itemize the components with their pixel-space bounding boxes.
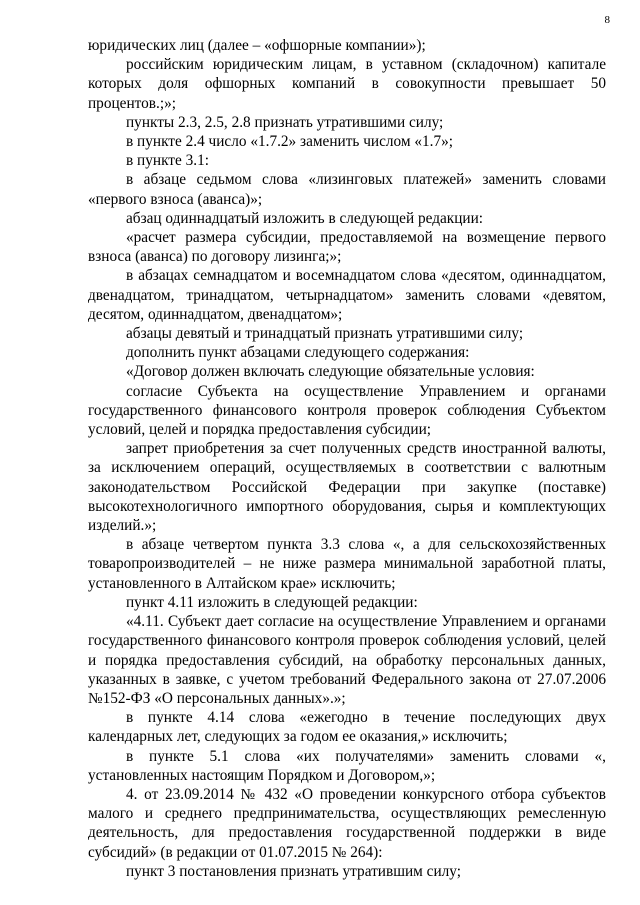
paragraph: «Договор должен включать следующие обязательные условия: xyxy=(126,363,535,381)
paragraph: запрет приобретения за счет полученных средств иностранной валюты, за исключением операций, осуществляемых в соответствии с валютным законодательством Российской Федерации при закупке (поставке) высокотехнологичного импортного оборудования, сырья и комплектующих изделий.»; xyxy=(88,440,606,535)
paragraph: пункт 4.11 изложить в следующей редакции: xyxy=(126,593,418,611)
paragraph: абзац одиннадцатый изложить в следующей редакции: xyxy=(126,209,484,227)
paragraph: «расчет размера субсидии, предоставляемой на возмещение первого взноса (аванса) по договору лизинга;»; xyxy=(88,229,606,266)
paragraph: в пункте 4.14 слова «ежегодно в течение последующих двух календарных лет, следующих за годом ее оказания,» исключить; xyxy=(88,709,606,746)
page-number: 8 xyxy=(604,14,610,26)
paragraph: в пункте 3.1: xyxy=(126,152,209,170)
document-body xyxy=(88,36,606,881)
paragraph: согласие Субъекта на осуществление Управлением и органами государственного финансового контроля проверок соблюдения Субъектом условий, целей и порядка предоставления субсидии; xyxy=(88,382,606,439)
paragraph: в пункте 5.1 слова «их получателями» заменить словами «, установленных настоящим Порядком и Договором,»; xyxy=(88,747,606,784)
paragraph: «4.11. Субъект дает согласие на осуществление Управлением и органами государственного финансового контроля проверок соблюдения условий, целей и порядка предоставления субсидий, на обработку персональных данных, указанных в заявке, с учетом требований Федерального закона от 27.07.2006 №152-ФЗ «О персональных данных».»; xyxy=(88,613,606,707)
paragraph: 4. от 23.09.2014 № 432 «О проведении конкурсного отбора субъектов малого и среднего предпринимательства, осуществляющих ремесленную деятельность, для предоставления государственной поддержки в виде субсидий» (в редакции от 01.07.2015 № 264): xyxy=(88,785,606,861)
paragraph: в пункте 2.4 число «1.7.2» заменить числом «1.7»; xyxy=(126,133,454,151)
paragraph: юридических лиц (далее – «офшорные компании»); xyxy=(88,37,426,54)
paragraph: пункты 2.3, 2.5, 2.8 признать утратившими силу; xyxy=(126,113,444,131)
paragraph: в абзаце четвертом пункта 3.3 слова «, а для сельскохозяйственных товаропроизводителей – не ниже размера минимальной заработной платы, установленного в Алтайском крае» исключить; xyxy=(88,536,606,592)
paragraph: в абзацах семнадцатом и восемнадцатом слова «десятом, одиннадцатом, двенадцатом, тринадцатом, четырнадцатом» заменить словами «девятом, десятом, одиннадцатом, двенадцатом»; xyxy=(88,267,606,323)
paragraph: российским юридическим лицам, в уставном (складочном) капитале которых доля офшорных компаний в совокупности превышает 50 процентов.;»; xyxy=(88,56,606,112)
paragraph: дополнить пункт абзацами следующего содержания: xyxy=(126,344,470,362)
paragraph: в абзаце седьмом слова «лизинговых платежей» заменить словами «первого взноса (аванса)»; xyxy=(88,171,606,208)
paragraph: абзацы девятый и тринадцатый признать утратившими силу; xyxy=(126,325,524,343)
paragraph: пункт 3 постановления признать утратившим силу; xyxy=(126,862,461,880)
